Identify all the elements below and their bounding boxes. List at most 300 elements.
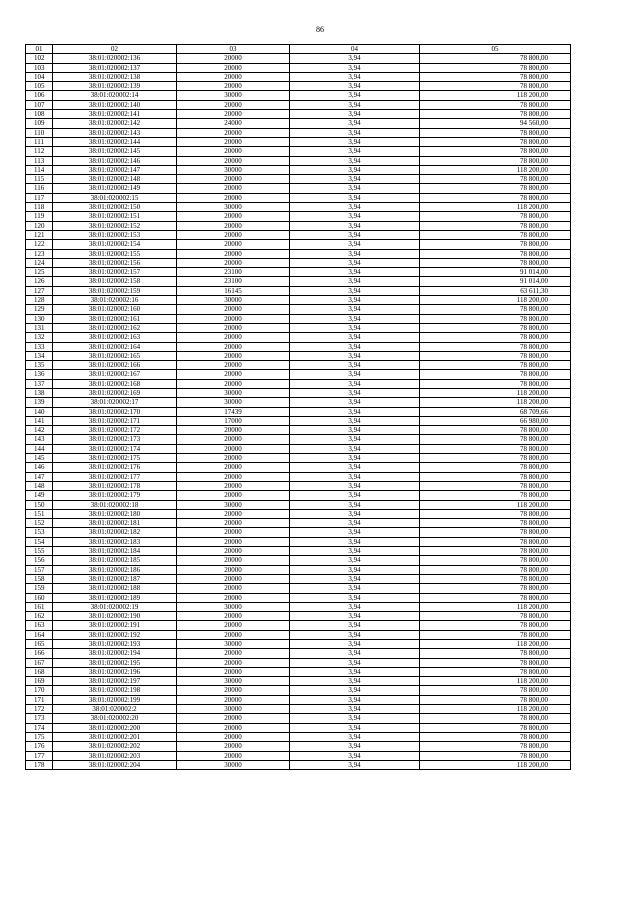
area-cell: 20000 — [177, 72, 290, 81]
cadastral-number-cell: 38:01:020002:170 — [53, 407, 177, 416]
row-number-cell: 105 — [26, 82, 53, 91]
amount-cell: 118 200,00 — [420, 705, 571, 714]
area-cell: 20000 — [177, 156, 290, 165]
amount-cell: 118 200,00 — [420, 296, 571, 305]
table-row — [26, 444, 571, 453]
amount-cell: 78 800,00 — [420, 667, 571, 676]
area-cell: 20000 — [177, 630, 290, 639]
rate-cell: 3,94 — [290, 351, 420, 360]
table-row — [26, 705, 571, 714]
row-number-cell: 167 — [26, 658, 53, 667]
area-cell: 20000 — [177, 63, 290, 72]
cadastral-number-cell: 38:01:020002:136 — [53, 54, 177, 63]
row-number-cell: 153 — [26, 528, 53, 537]
area-cell: 30000 — [177, 388, 290, 397]
rate-cell: 3,94 — [290, 556, 420, 565]
amount-cell: 78 800,00 — [420, 193, 571, 202]
table-row — [26, 742, 571, 751]
table-row — [26, 751, 571, 760]
table-row — [26, 54, 571, 63]
table-row — [26, 723, 571, 732]
area-cell: 20000 — [177, 212, 290, 221]
rate-cell: 3,94 — [290, 500, 420, 509]
area-cell: 20000 — [177, 435, 290, 444]
amount-cell: 78 800,00 — [420, 723, 571, 732]
cadastral-number-cell: 38:01:020002:152 — [53, 221, 177, 230]
cadastral-number-cell: 38:01:020002:144 — [53, 137, 177, 146]
row-number-cell: 122 — [26, 240, 53, 249]
table-row — [26, 556, 571, 565]
cadastral-number-cell: 38:01:020002:148 — [53, 175, 177, 184]
cadastral-number-cell: 38:01:020002:197 — [53, 677, 177, 686]
cadastral-number-cell: 38:01:020002:171 — [53, 416, 177, 425]
rate-cell: 3,94 — [290, 333, 420, 342]
area-cell: 20000 — [177, 667, 290, 676]
table-row — [26, 509, 571, 518]
amount-cell: 91 014,00 — [420, 277, 571, 286]
cadastral-number-cell: 38:01:020002:194 — [53, 649, 177, 658]
cadastral-number-cell: 38:01:020002:153 — [53, 230, 177, 239]
area-cell: 20000 — [177, 723, 290, 732]
table-row — [26, 184, 571, 193]
amount-cell: 78 800,00 — [420, 258, 571, 267]
area-cell: 20000 — [177, 695, 290, 704]
cadastral-number-cell: 38:01:020002:184 — [53, 547, 177, 556]
table-row — [26, 416, 571, 425]
rate-cell: 3,94 — [290, 621, 420, 630]
cadastral-number-cell: 38:01:020002:179 — [53, 491, 177, 500]
table-row — [26, 342, 571, 351]
area-cell: 20000 — [177, 333, 290, 342]
table-row — [26, 277, 571, 286]
amount-cell: 78 800,00 — [420, 314, 571, 323]
cadastral-number-cell: 38:01:020002:155 — [53, 249, 177, 258]
cadastral-number-cell: 38:01:020002:176 — [53, 463, 177, 472]
rate-cell: 3,94 — [290, 593, 420, 602]
table-row — [26, 379, 571, 388]
area-cell: 30000 — [177, 203, 290, 212]
amount-cell: 78 800,00 — [420, 519, 571, 528]
amount-cell: 78 800,00 — [420, 593, 571, 602]
amount-cell: 78 800,00 — [420, 82, 571, 91]
row-number-cell: 135 — [26, 361, 53, 370]
row-number-cell: 142 — [26, 426, 53, 435]
rate-cell: 3,94 — [290, 426, 420, 435]
cadastral-number-cell: 38:01:020002:177 — [53, 472, 177, 481]
amount-cell: 91 014,00 — [420, 268, 571, 277]
amount-cell: 78 800,00 — [420, 137, 571, 146]
row-number-cell: 121 — [26, 230, 53, 239]
row-number-cell: 148 — [26, 481, 53, 490]
table-row — [26, 296, 571, 305]
amount-cell: 78 800,00 — [420, 110, 571, 119]
cadastral-number-cell: 38:01:020002:140 — [53, 100, 177, 109]
amount-cell: 78 800,00 — [420, 621, 571, 630]
cadastral-number-cell: 38:01:020002:151 — [53, 212, 177, 221]
table-row — [26, 249, 571, 258]
row-number-cell: 161 — [26, 602, 53, 611]
row-number-cell: 156 — [26, 556, 53, 565]
row-number-cell: 151 — [26, 509, 53, 518]
row-number-cell: 114 — [26, 165, 53, 174]
rate-cell: 3,94 — [290, 286, 420, 295]
cadastral-number-cell: 38:01:020002:16 — [53, 296, 177, 305]
area-cell: 20000 — [177, 426, 290, 435]
table-row — [26, 621, 571, 630]
rate-cell: 3,94 — [290, 100, 420, 109]
cadastral-number-cell: 38:01:020002:188 — [53, 584, 177, 593]
row-number-cell: 158 — [26, 574, 53, 583]
cadastral-number-cell: 38:01:020002:156 — [53, 258, 177, 267]
area-cell: 20000 — [177, 128, 290, 137]
amount-cell: 78 800,00 — [420, 472, 571, 481]
amount-cell: 78 800,00 — [420, 751, 571, 760]
area-cell: 20000 — [177, 230, 290, 239]
table-row — [26, 500, 571, 509]
cadastral-number-cell: 38:01:020002:175 — [53, 454, 177, 463]
table-row — [26, 667, 571, 676]
amount-cell: 78 800,00 — [420, 333, 571, 342]
rate-cell: 3,94 — [290, 147, 420, 156]
table-row — [26, 258, 571, 267]
column-header: 05 — [420, 45, 571, 54]
rate-cell: 3,94 — [290, 695, 420, 704]
rate-cell: 3,94 — [290, 407, 420, 416]
area-cell: 20000 — [177, 100, 290, 109]
row-number-cell: 159 — [26, 584, 53, 593]
rate-cell: 3,94 — [290, 612, 420, 621]
area-cell: 20000 — [177, 584, 290, 593]
row-number-cell: 147 — [26, 472, 53, 481]
rate-cell: 3,94 — [290, 230, 420, 239]
column-header: 02 — [53, 45, 177, 54]
cadastral-number-cell: 38:01:020002:187 — [53, 574, 177, 583]
amount-cell: 78 800,00 — [420, 426, 571, 435]
rate-cell: 3,94 — [290, 602, 420, 611]
cadastral-number-cell: 38:01:020002:19 — [53, 602, 177, 611]
row-number-cell: 155 — [26, 547, 53, 556]
rate-cell: 3,94 — [290, 388, 420, 397]
cadastral-number-cell: 38:01:020002:199 — [53, 695, 177, 704]
row-number-cell: 160 — [26, 593, 53, 602]
row-number-cell: 102 — [26, 54, 53, 63]
amount-cell: 118 200,00 — [420, 165, 571, 174]
table-row — [26, 100, 571, 109]
area-cell: 20000 — [177, 537, 290, 546]
rate-cell: 3,94 — [290, 119, 420, 128]
area-cell: 20000 — [177, 314, 290, 323]
amount-cell: 78 800,00 — [420, 714, 571, 723]
row-number-cell: 117 — [26, 193, 53, 202]
row-number-cell: 116 — [26, 184, 53, 193]
rate-cell: 3,94 — [290, 184, 420, 193]
amount-cell: 78 800,00 — [420, 695, 571, 704]
amount-cell: 118 200,00 — [420, 203, 571, 212]
rate-cell: 3,94 — [290, 128, 420, 137]
area-cell: 20000 — [177, 519, 290, 528]
table-row — [26, 760, 571, 769]
area-cell: 20000 — [177, 565, 290, 574]
area-cell: 16145 — [177, 286, 290, 295]
table-row — [26, 686, 571, 695]
rate-cell: 3,94 — [290, 463, 420, 472]
row-number-cell: 115 — [26, 175, 53, 184]
table-row — [26, 472, 571, 481]
rate-cell: 3,94 — [290, 416, 420, 425]
row-number-cell: 132 — [26, 333, 53, 342]
row-number-cell: 162 — [26, 612, 53, 621]
table-row — [26, 137, 571, 146]
amount-cell: 78 800,00 — [420, 54, 571, 63]
amount-cell: 78 800,00 — [420, 147, 571, 156]
area-cell: 20000 — [177, 249, 290, 258]
area-cell: 20000 — [177, 361, 290, 370]
amount-cell: 78 800,00 — [420, 435, 571, 444]
table-row — [26, 640, 571, 649]
rate-cell: 3,94 — [290, 649, 420, 658]
rate-cell: 3,94 — [290, 361, 420, 370]
rate-cell: 3,94 — [290, 547, 420, 556]
cadastral-number-cell: 38:01:020002:181 — [53, 519, 177, 528]
area-cell: 20000 — [177, 732, 290, 741]
row-number-cell: 133 — [26, 342, 53, 351]
area-cell: 30000 — [177, 640, 290, 649]
amount-cell: 78 800,00 — [420, 351, 571, 360]
area-cell: 30000 — [177, 705, 290, 714]
table-row — [26, 203, 571, 212]
row-number-cell: 130 — [26, 314, 53, 323]
cadastral-number-cell: 38:01:020002:164 — [53, 342, 177, 351]
table-row — [26, 630, 571, 639]
table-row — [26, 714, 571, 723]
rate-cell: 3,94 — [290, 165, 420, 174]
area-cell: 30000 — [177, 296, 290, 305]
rate-cell: 3,94 — [290, 379, 420, 388]
table-row — [26, 732, 571, 741]
amount-cell: 118 200,00 — [420, 91, 571, 100]
amount-cell: 78 800,00 — [420, 444, 571, 453]
cadastral-number-cell: 38:01:020002:180 — [53, 509, 177, 518]
rate-cell: 3,94 — [290, 537, 420, 546]
table-row — [26, 612, 571, 621]
table-row — [26, 370, 571, 379]
table-row — [26, 435, 571, 444]
area-cell: 20000 — [177, 463, 290, 472]
area-cell: 30000 — [177, 677, 290, 686]
area-cell: 23100 — [177, 268, 290, 277]
rate-cell: 3,94 — [290, 677, 420, 686]
area-cell: 20000 — [177, 193, 290, 202]
cadastral-number-cell: 38:01:020002:18 — [53, 500, 177, 509]
row-number-cell: 166 — [26, 649, 53, 658]
row-number-cell: 137 — [26, 379, 53, 388]
cadastral-number-cell: 38:01:020002:174 — [53, 444, 177, 453]
amount-cell: 78 800,00 — [420, 230, 571, 239]
row-number-cell: 108 — [26, 110, 53, 119]
table-row — [26, 165, 571, 174]
rate-cell: 3,94 — [290, 584, 420, 593]
cadastral-number-cell: 38:01:020002:145 — [53, 147, 177, 156]
table-row — [26, 565, 571, 574]
amount-cell: 78 800,00 — [420, 630, 571, 639]
table-row — [26, 314, 571, 323]
row-number-cell: 164 — [26, 630, 53, 639]
table-row — [26, 147, 571, 156]
rate-cell: 3,94 — [290, 342, 420, 351]
amount-cell: 78 800,00 — [420, 742, 571, 751]
rate-cell: 3,94 — [290, 565, 420, 574]
cadastral-number-cell: 38:01:020002:157 — [53, 268, 177, 277]
amount-cell: 78 800,00 — [420, 323, 571, 332]
rate-cell: 3,94 — [290, 742, 420, 751]
table-row — [26, 212, 571, 221]
cadastral-number-cell: 38:01:020002:139 — [53, 82, 177, 91]
table-row — [26, 128, 571, 137]
area-cell: 20000 — [177, 686, 290, 695]
rate-cell: 3,94 — [290, 760, 420, 769]
area-cell: 30000 — [177, 165, 290, 174]
row-number-cell: 145 — [26, 454, 53, 463]
row-number-cell: 149 — [26, 491, 53, 500]
cadastral-number-cell: 38:01:020002:202 — [53, 742, 177, 751]
amount-cell: 78 800,00 — [420, 491, 571, 500]
area-cell: 20000 — [177, 82, 290, 91]
table-row — [26, 119, 571, 128]
table-row — [26, 463, 571, 472]
cadastral-number-cell: 38:01:020002:160 — [53, 305, 177, 314]
cadastral-number-cell: 38:01:020002:192 — [53, 630, 177, 639]
area-cell: 20000 — [177, 110, 290, 119]
amount-cell: 118 200,00 — [420, 602, 571, 611]
cadastral-number-cell: 38:01:020002:173 — [53, 435, 177, 444]
rate-cell: 3,94 — [290, 435, 420, 444]
row-number-cell: 110 — [26, 128, 53, 137]
row-number-cell: 128 — [26, 296, 53, 305]
cadastral-number-cell: 38:01:020002:189 — [53, 593, 177, 602]
table-row — [26, 63, 571, 72]
cadastral-number-cell: 38:01:020002:201 — [53, 732, 177, 741]
row-number-cell: 141 — [26, 416, 53, 425]
row-number-cell: 173 — [26, 714, 53, 723]
cadastral-number-cell: 38:01:020002:185 — [53, 556, 177, 565]
row-number-cell: 112 — [26, 147, 53, 156]
cadastral-number-cell: 38:01:020002:183 — [53, 537, 177, 546]
area-cell: 20000 — [177, 556, 290, 565]
amount-cell: 78 800,00 — [420, 100, 571, 109]
table-row — [26, 695, 571, 704]
rate-cell: 3,94 — [290, 175, 420, 184]
area-cell: 20000 — [177, 137, 290, 146]
cadastral-number-cell: 38:01:020002:163 — [53, 333, 177, 342]
area-cell: 20000 — [177, 472, 290, 481]
rate-cell: 3,94 — [290, 156, 420, 165]
row-number-cell: 139 — [26, 398, 53, 407]
row-number-cell: 174 — [26, 723, 53, 732]
table-row — [26, 426, 571, 435]
area-cell: 30000 — [177, 760, 290, 769]
cadastral-number-cell: 38:01:020002:190 — [53, 612, 177, 621]
table-row — [26, 584, 571, 593]
rate-cell: 3,94 — [290, 686, 420, 695]
cadastral-number-cell: 38:01:020002:14 — [53, 91, 177, 100]
amount-cell: 78 800,00 — [420, 463, 571, 472]
table-row — [26, 323, 571, 332]
amount-cell: 78 800,00 — [420, 649, 571, 658]
area-cell: 20000 — [177, 481, 290, 490]
area-cell: 20000 — [177, 323, 290, 332]
amount-cell: 94 560,00 — [420, 119, 571, 128]
rate-cell: 3,94 — [290, 723, 420, 732]
area-cell: 20000 — [177, 491, 290, 500]
rate-cell: 3,94 — [290, 528, 420, 537]
table-row — [26, 481, 571, 490]
table-row — [26, 230, 571, 239]
cadastral-table — [25, 44, 571, 770]
row-number-cell: 123 — [26, 249, 53, 258]
column-header: 04 — [290, 45, 420, 54]
amount-cell: 78 800,00 — [420, 249, 571, 258]
cadastral-number-cell: 38:01:020002:193 — [53, 640, 177, 649]
row-number-cell: 146 — [26, 463, 53, 472]
amount-cell: 78 800,00 — [420, 305, 571, 314]
area-cell: 20000 — [177, 509, 290, 518]
table-row — [26, 72, 571, 81]
cadastral-number-cell: 38:01:020002:204 — [53, 760, 177, 769]
amount-cell: 118 200,00 — [420, 388, 571, 397]
amount-cell: 78 800,00 — [420, 537, 571, 546]
cadastral-number-cell: 38:01:020002:186 — [53, 565, 177, 574]
row-number-cell: 144 — [26, 444, 53, 453]
cadastral-number-cell: 38:01:020002:2 — [53, 705, 177, 714]
rate-cell: 3,94 — [290, 63, 420, 72]
cadastral-number-cell: 38:01:020002:142 — [53, 119, 177, 128]
cadastral-number-cell: 38:01:020002:161 — [53, 314, 177, 323]
area-cell: 20000 — [177, 175, 290, 184]
table-row — [26, 268, 571, 277]
table-row — [26, 574, 571, 583]
row-number-cell: 131 — [26, 323, 53, 332]
page-number: 86 — [316, 25, 324, 34]
area-cell: 30000 — [177, 91, 290, 100]
area-cell: 20000 — [177, 351, 290, 360]
row-number-cell: 140 — [26, 407, 53, 416]
row-number-cell: 107 — [26, 100, 53, 109]
rate-cell: 3,94 — [290, 240, 420, 249]
area-cell: 20000 — [177, 305, 290, 314]
table-row — [26, 286, 571, 295]
row-number-cell: 171 — [26, 695, 53, 704]
cadastral-number-cell: 38:01:020002:191 — [53, 621, 177, 630]
cadastral-number-cell: 38:01:020002:167 — [53, 370, 177, 379]
cadastral-number-cell: 38:01:020002:162 — [53, 323, 177, 332]
rate-cell: 3,94 — [290, 658, 420, 667]
area-cell: 20000 — [177, 593, 290, 602]
area-cell: 20000 — [177, 454, 290, 463]
cadastral-number-cell: 38:01:020002:143 — [53, 128, 177, 137]
rate-cell: 3,94 — [290, 630, 420, 639]
area-cell: 30000 — [177, 398, 290, 407]
row-number-cell: 178 — [26, 760, 53, 769]
cadastral-number-cell: 38:01:020002:195 — [53, 658, 177, 667]
row-number-cell: 154 — [26, 537, 53, 546]
row-number-cell: 126 — [26, 277, 53, 286]
area-cell: 30000 — [177, 500, 290, 509]
area-cell: 20000 — [177, 147, 290, 156]
rate-cell: 3,94 — [290, 481, 420, 490]
row-number-cell: 143 — [26, 435, 53, 444]
area-cell: 20000 — [177, 649, 290, 658]
table-body — [26, 45, 571, 770]
